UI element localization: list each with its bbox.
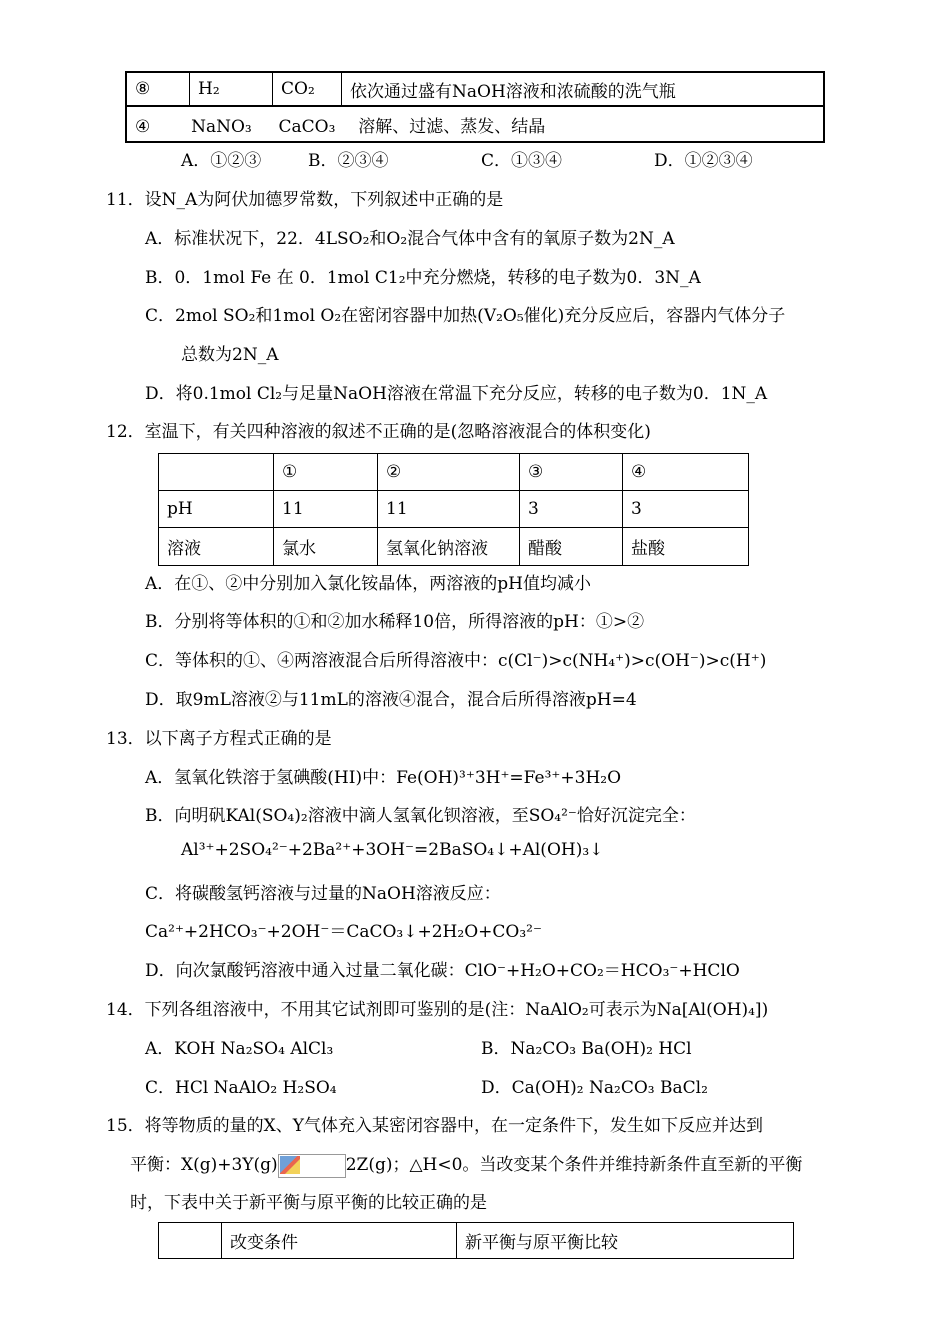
question-15-line1: 15．将等物质的量的X、Y气体充入某密闭容器中，在一定条件下，发生如下反应并达到 xyxy=(106,1116,763,1136)
question-12-option-d: D．取9mL溶液②与11mL的溶液④混合，混合后所得溶液pH=4 xyxy=(145,690,637,710)
separation-table xyxy=(125,71,825,143)
question-12-stem: 12．室温下，有关四种溶液的叙述不正确的是(忽略溶液混合的体积变化) xyxy=(106,422,651,442)
table-cell: pH xyxy=(159,491,274,528)
table-cell: 盐酸 xyxy=(623,528,749,566)
question-14-option-d: D．Ca(OH)₂ Na₂CO₃ BaCl₂ xyxy=(481,1078,708,1098)
table-cell xyxy=(126,106,824,142)
table-cell: 氢氧化钠溶液 xyxy=(378,528,520,566)
question-14-option-a: A．KOH Na₂SO₄ AlCl₃ xyxy=(145,1039,334,1059)
question-12-option-a: A．在①、②中分别加入氯化铵晶体，两溶液的pH值均减小 xyxy=(145,574,591,594)
table-cell xyxy=(159,1223,222,1259)
table-cell xyxy=(159,454,274,491)
table-cell: 依次通过盛有NaOH溶液和浓硫酸的洗气瓶 xyxy=(342,72,825,106)
table-cell: 溶解、过滤、蒸发、结晶 xyxy=(358,116,546,137)
option-d: D．①②③④ xyxy=(654,151,753,171)
option-c: C．①③④ xyxy=(481,151,563,171)
table-cell: ④ xyxy=(623,454,749,491)
option-a: A．①②③ xyxy=(181,151,262,171)
table-cell: 改变条件 xyxy=(222,1223,457,1259)
question-13-option-c: C．将碳酸氢钙溶液与过量的NaOH溶液反应： xyxy=(145,884,501,904)
table-cell: H₂ xyxy=(190,72,273,106)
question-13-option-d: D．向次氯酸钙溶液中通入过量二氧化碳：ClO⁻+H₂O+CO₂＝HCO₃⁻+HClO xyxy=(145,961,740,981)
table-cell: 氯水 xyxy=(274,528,378,566)
table-cell: ① xyxy=(274,454,378,491)
table-cell: ③ xyxy=(520,454,623,491)
question-13-option-b-equation: Al³⁺+2SO₄²⁻+2Ba²⁺+3OH⁻=2BaSO₄↓+Al(OH)₃↓ xyxy=(181,840,604,860)
question-12-option-c: C．等体积的①、④两溶液混合后所得溶液中：c(Cl⁻)>c(NH₄⁺)>c(OH⁻)>c(H⁺) xyxy=(145,651,767,671)
question-14-option-c: C．HCl NaAlO₂ H₂SO₄ xyxy=(145,1078,337,1098)
table-cell: 11 xyxy=(378,491,520,528)
table-cell: 醋酸 xyxy=(520,528,623,566)
row-index: ④ xyxy=(135,116,151,137)
table-cell: 11 xyxy=(274,491,378,528)
table-cell: NaNO₃ xyxy=(191,116,252,137)
question-13-option-a: A．氢氧化铁溶于氢碘酸(HI)中：Fe(OH)³⁺3H⁺=Fe³⁺+3H₂O xyxy=(145,768,622,788)
question-15-line2 xyxy=(130,1150,802,1178)
option-b: B．②③④ xyxy=(308,151,389,171)
table-cell: 新平衡与原平衡比较 xyxy=(457,1223,794,1259)
question-11-option-b: B．0．1mol Fe 在 0．1mol C1₂中充分燃烧，转移的电子数为0．3N_A xyxy=(145,268,701,288)
equation-right: 2Z(g)；△H<0。当改变某个条件并维持新条件直至新的平衡 xyxy=(345,1155,803,1175)
table-cell: CaCO₃ xyxy=(278,116,336,137)
table-cell: CO₂ xyxy=(273,72,342,106)
question-14-option-b: B．Na₂CO₃ Ba(OH)₂ HCl xyxy=(481,1039,692,1059)
question-12-option-b: B．分别将等体积的①和②加水稀释10倍，所得溶液的pH：①>② xyxy=(145,612,645,632)
question-14-stem: 14．下列各组溶液中，不用其它试剂即可鉴别的是(注：NaAlO₂可表示为Na[Al(OH)₄]) xyxy=(106,1000,769,1020)
question-11-stem: 11．设N_A为阿伏加德罗常数，下列叙述中正确的是 xyxy=(106,190,504,210)
question-13-option-c-equation: Ca²⁺+2HCO₃⁻+2OH⁻＝CaCO₃↓+2H₂O+CO₃²⁻ xyxy=(145,922,542,942)
question-11-option-a: A．标准状况下，22．4LSO₂和O₂混合气体中含有的氧原子数为2N_A xyxy=(145,229,675,249)
question-11-option-c-cont: 总数为2N_A xyxy=(181,345,279,365)
question-13-stem: 13．以下离子方程式正确的是 xyxy=(106,729,332,749)
table-cell: ② xyxy=(378,454,520,491)
reversible-arrow-icon xyxy=(278,1154,346,1178)
table-cell: 溶液 xyxy=(159,528,274,566)
table-cell: ⑧ xyxy=(126,72,190,106)
equation-left: 平衡：X(g)+3Y(g) xyxy=(130,1155,278,1175)
solutions-table xyxy=(158,453,749,566)
table-cell: 3 xyxy=(520,491,623,528)
equilibrium-table xyxy=(158,1222,794,1259)
table-cell: 3 xyxy=(623,491,749,528)
question-13-option-b: B．向明矾KAl(SO₄)₂溶液中滴人氢氧化钡溶液，至SO₄²⁻恰好沉淀完全： xyxy=(145,806,696,826)
question-15-line3: 时，下表中关于新平衡与原平衡的比较正确的是 xyxy=(130,1193,487,1213)
question-11-option-d: D．将0.1mol Cl₂与足量NaOH溶液在常温下充分反应，转移的电子数为0．1N_A xyxy=(145,384,768,404)
question-11-option-c: C．2mol SO₂和1mol O₂在密闭容器中加热(V₂O₅催化)充分反应后，容器内气体分子 xyxy=(145,306,786,326)
